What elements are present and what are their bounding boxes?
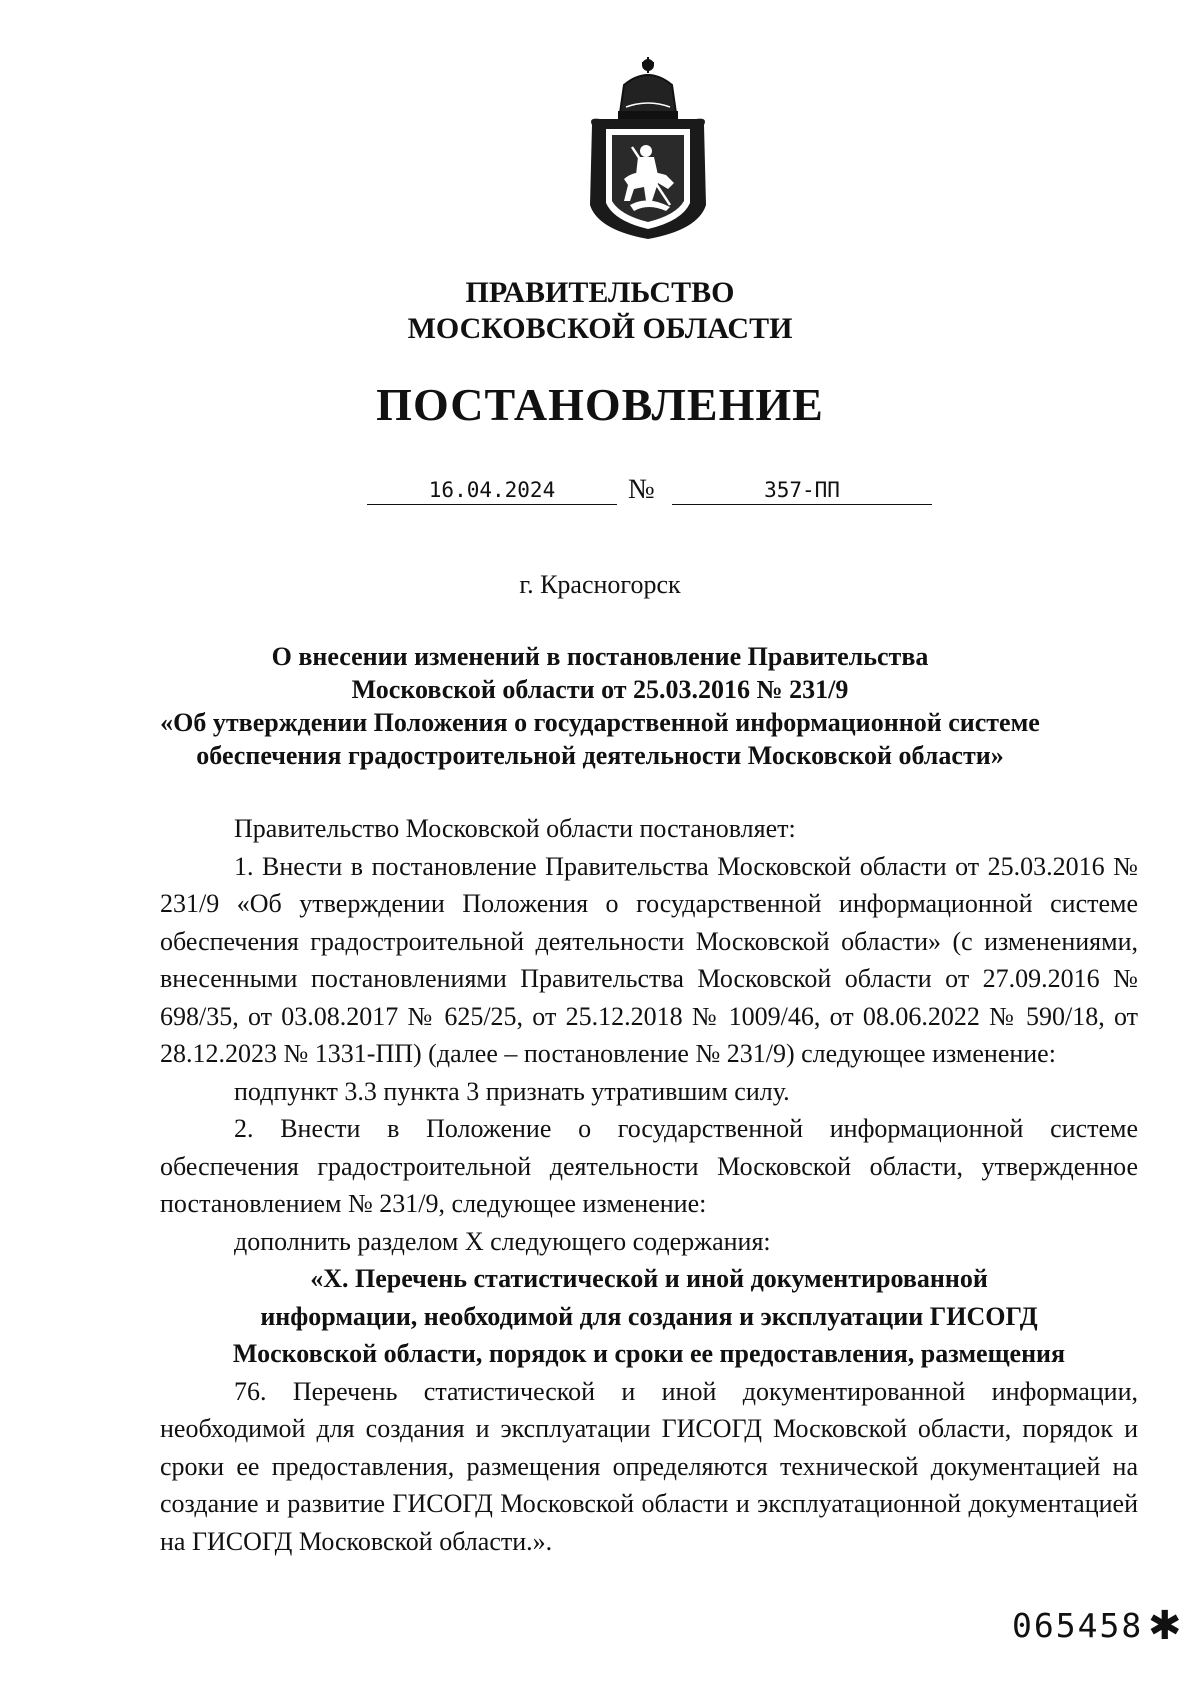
section-title-line-2: информации, необходимой для создания и эксплуатации ГИСОГД [260,1301,1038,1331]
item-2-paragraph: 2. Внести в Положение о государственной информационной системе обеспечения градостроительной деятельности Московской области, утвержденное постановлением № 231/9, следующее изменение: [160,1114,1138,1218]
heading-line-1: О внесении изменений в постановление Правительства [271,642,929,671]
heading-line-4: обеспечения градостроительной деятельности Московской области» [196,741,1004,770]
section-title-line-1: «X. Перечень статистической и иной документированной [310,1264,988,1293]
asterisk-mark-icon: ✱ [1148,1603,1182,1648]
item-1-paragraph: 1. Внести в постановление Правительства Московской области от 25.03.2016 № 231/9 «Об утверждении Положения о государственной информационной системе обеспечения градостроительной деятельности Московской области» (с изменениями, внесенными постановлениями Правительства Московской области от 27.09.2016 № 698/35, от 03.08.2017 № 625/25, от 25.12.2018 № 1009/46, от 08.06.2022 № 590/18, от 28.12.2023 № 1331-ПП) (далее – постановление № 231/9) следующее изменение: [160,851,1138,1068]
org-line-2: МОСКОВСКОЙ ОБЛАСТИ [407,312,793,345]
document-body [160,810,1138,1560]
item-2-subparagraph: дополнить разделом X следующего содержания: [234,1226,771,1256]
number-sign: № [628,474,655,505]
coat-of-arms-icon [578,55,718,241]
document-date: 16.04.2024 [367,476,617,505]
heading-line-3: «Об утверждении Положения о государственной информационной системе [160,708,1040,737]
heading-line-2: Московской области от 25.03.2016 № 231/9 [351,675,849,704]
item-76-paragraph: 76. Перечень статистической и иной документированной информации, необходимой для создания и эксплуатации ГИСОГД Московской области, порядок и сроки ее предоставления, размещения определяются технической документацией на создание и развитие ГИСОГД Московской области и эксплуатационной документацией на ГИСОГД Московской области.». [160,1376,1138,1556]
section-title-line-3: Московской области, порядок и сроки ее предоставления, размещения [232,1339,1066,1368]
intro-paragraph: Правительство Московской области постановляет: [234,814,796,843]
document-type: ПОСТАНОВЛЕНИЕ [376,379,824,430]
document-number: 357-ПП [672,476,932,505]
org-line-1: ПРАВИТЕЛЬСТВО [465,276,735,309]
serial-number: 065458 [1012,1606,1144,1645]
government-name [0,275,1200,347]
date-number-line [0,476,1200,506]
document-heading [0,640,1200,772]
item-1-subparagraph: подпункт 3.3 пункта 3 признать утратившим силу. [234,1076,790,1106]
city: г. Красногорск [519,570,681,599]
